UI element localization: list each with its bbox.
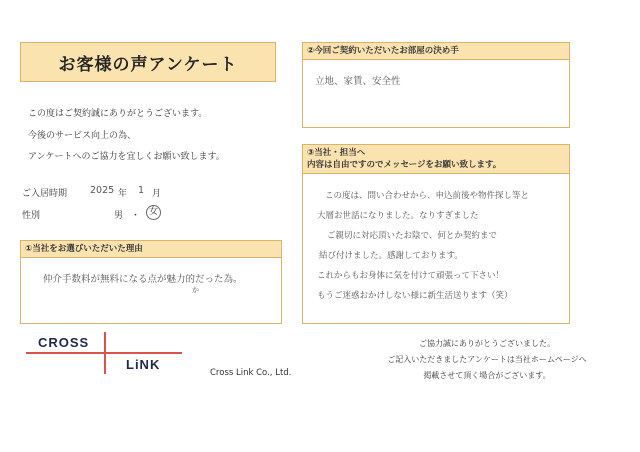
q2-panel: [302, 42, 570, 128]
footer-line-1: ご協力誠にありがとうございました。: [419, 339, 555, 348]
gender-label: 性別: [22, 211, 41, 221]
move-in-year-value: 2025: [90, 185, 115, 196]
q3-heading-line2: 内容は自由ですのでメッセージをお願い致します。: [307, 160, 502, 170]
intro-line-1: この度はご契約誠にありがとうございます。: [28, 109, 208, 119]
move-in-label: ご入居時期: [22, 189, 68, 199]
q1-heading: ①当社をお選びいただいた理由: [21, 241, 281, 258]
q3-answer-line-4: 結び付けました。感謝しております。: [319, 251, 463, 261]
company-name: Cross Link Co., Ltd.: [210, 368, 292, 378]
q3-heading-line1: ③当社・担当へ: [307, 148, 366, 158]
q2-heading: ②今回ご契約いただいたお部屋の決め手: [303, 43, 569, 60]
survey-title: お客様の声アンケート: [20, 42, 276, 82]
q3-answer-line-1: この度は、問い合わせから、申込前後や物件探し等と: [325, 191, 530, 201]
logo-link-text: LiNK: [126, 357, 161, 372]
q3-answer-line-2: 大層お世話になりました。なりすぎました: [317, 211, 479, 221]
gender-male: 男: [114, 211, 124, 221]
female-circle: 女: [146, 205, 161, 220]
logo-cross-text: CROSS: [38, 335, 90, 350]
q3-answer-line-3: ご親切に対応頂いたお陰で、何とか契約まで: [327, 231, 497, 241]
footer-line-2: ご記入いただきましたアンケートは当社ホームページへ: [387, 355, 587, 364]
move-in-month-value: 1: [138, 185, 145, 196]
footer-line-3: 掲載させて頂く場合がございます。: [423, 371, 551, 380]
q1-panel: [20, 240, 282, 324]
gender-separator: ・: [131, 211, 141, 221]
q3-answer-line-6: もうご迷惑おかけしない様に新生活送ります（笑）: [317, 291, 513, 301]
intro-line-3: アンケートへのご協力を宜しくお願い致します。: [28, 152, 225, 162]
q3-heading: [303, 145, 569, 174]
intro-line-2: 今後のサービス向上の為、: [28, 131, 137, 141]
q3-panel: [302, 144, 570, 324]
cross-link-logo: [26, 332, 186, 376]
q1-insert-mark: か: [192, 286, 199, 294]
q3-answer-line-5: これからもお身体に気を付けて頑張って下さい！: [317, 271, 505, 281]
q2-answer: 立地、家賃、安全性: [315, 76, 401, 87]
logo-horizontal-line: [26, 352, 182, 354]
gender-female-selected: [146, 205, 161, 220]
month-unit: 月: [152, 189, 162, 199]
q1-answer: 仲介手数料が無料になる点が魅力的だった為。: [43, 274, 243, 285]
year-unit: 年: [118, 189, 128, 199]
